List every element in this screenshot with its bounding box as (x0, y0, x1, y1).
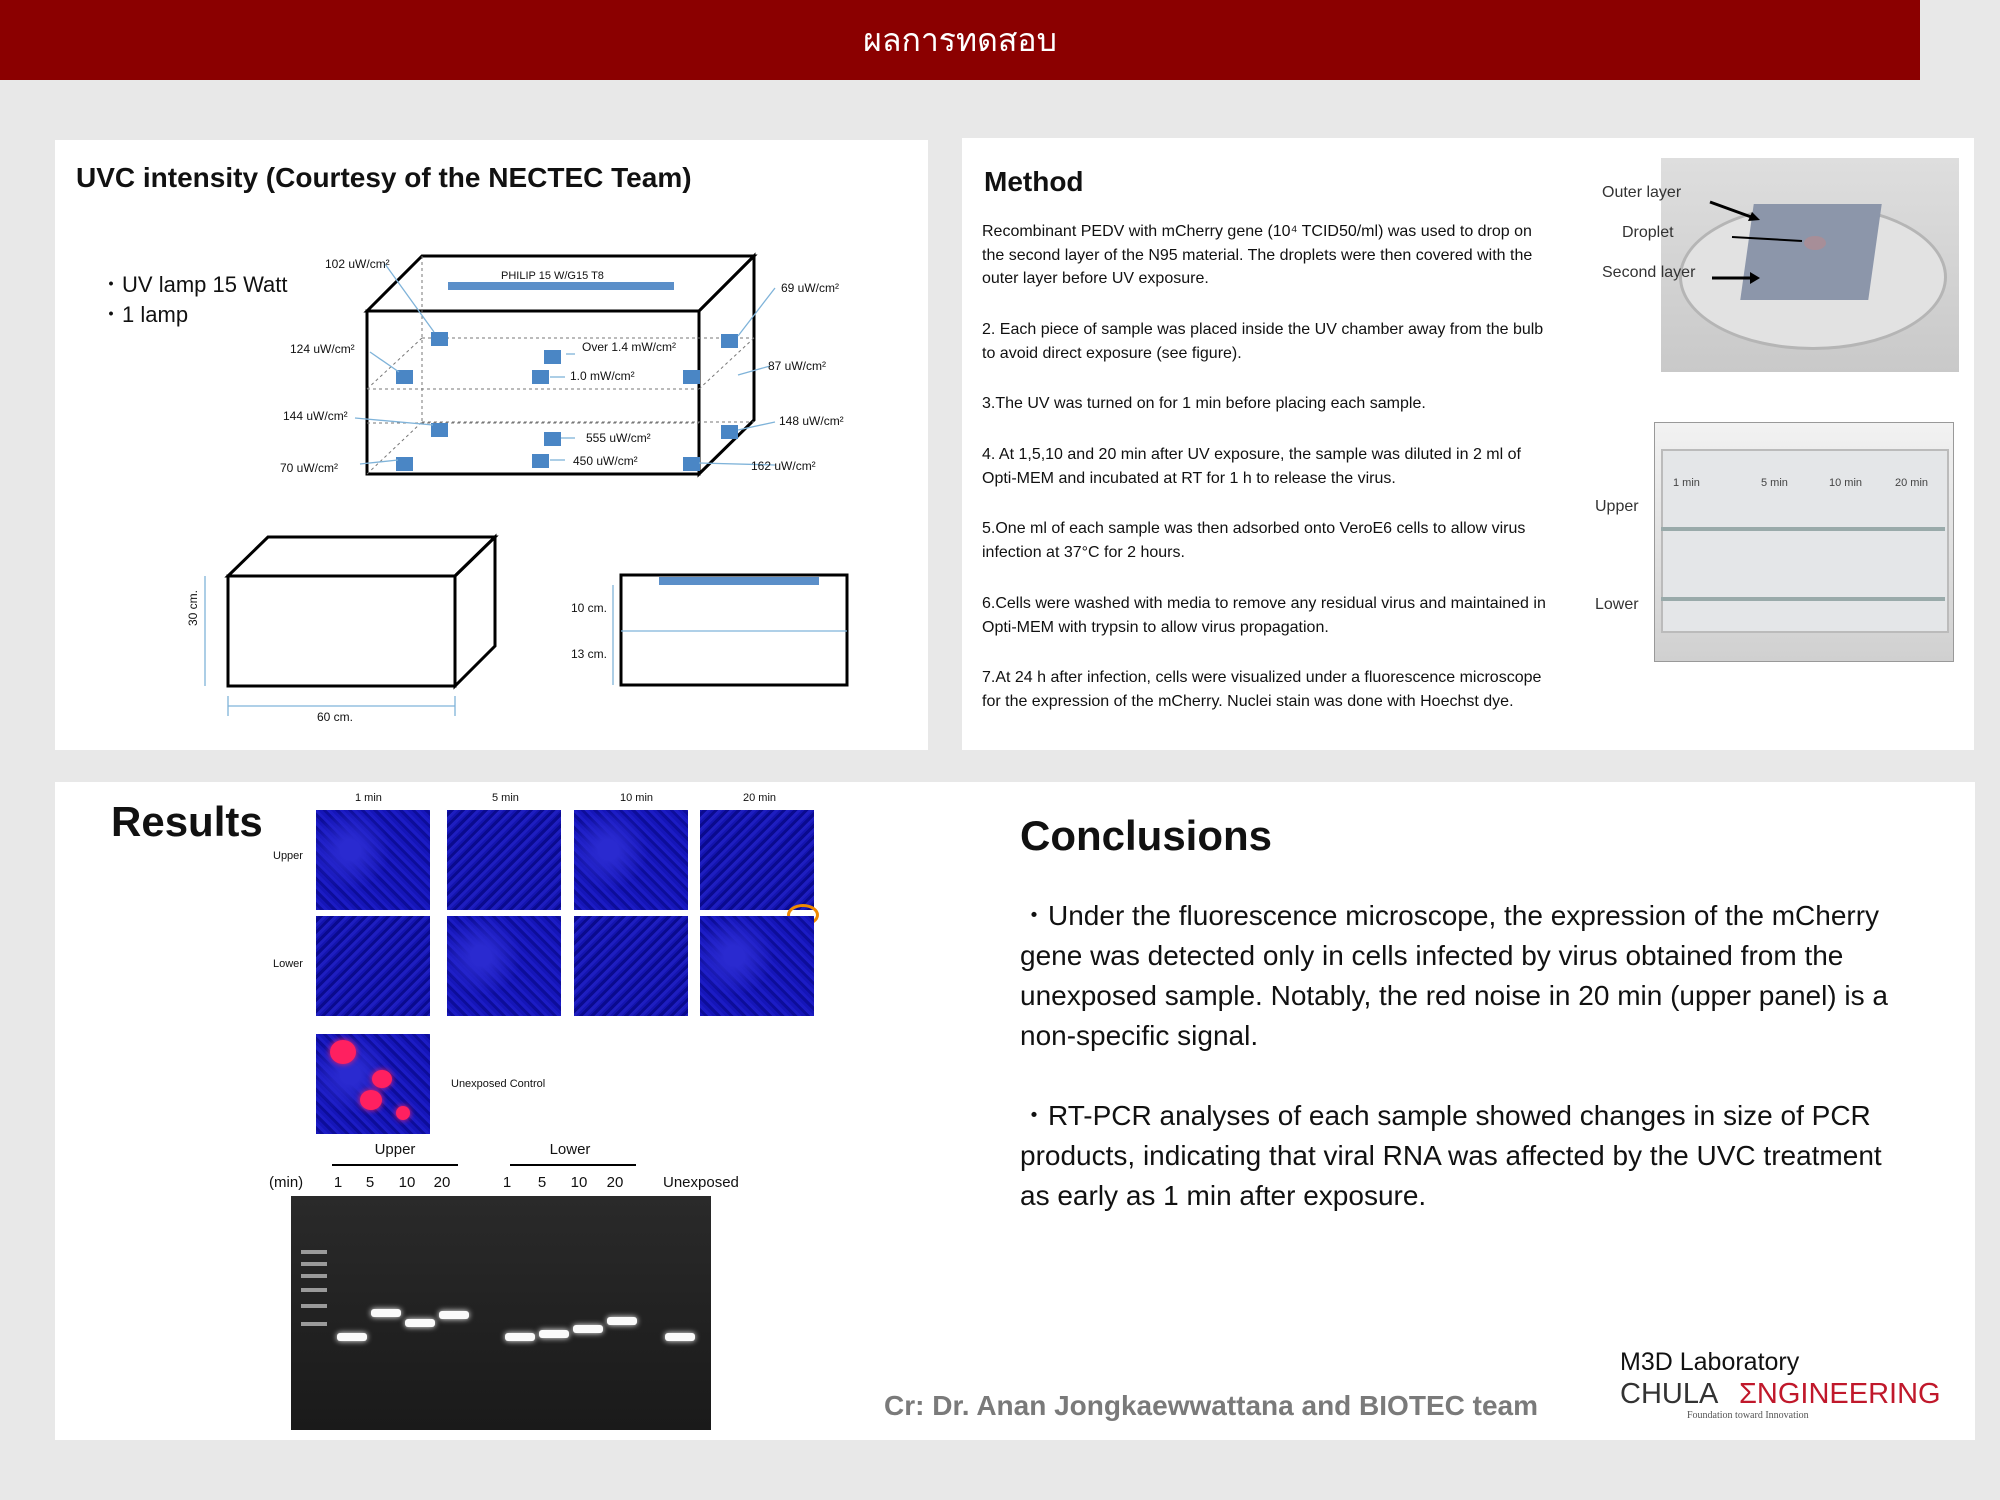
gel-upper-bracket (332, 1164, 458, 1166)
reading-label: Over 1.4 mW/cm² (582, 340, 677, 354)
micrograph-upper-5min (447, 810, 561, 910)
micrograph-upper-20min (700, 810, 814, 910)
chamber-time-label: 5 min (1761, 477, 1788, 489)
sample-markers (396, 332, 738, 471)
reading-label: 144 uW/cm² (283, 409, 348, 423)
gel-band (665, 1333, 695, 1341)
conclusion-point: ・Under the fluorescence microscope, the expression of the mCherry gene was detected only in cells infected by virus obtained from the unexposed sample. Notably, the red noise in 20 min (upper panel) is a non-specific signal. (1020, 900, 1888, 1051)
side-view-lamp (659, 577, 819, 585)
micrograph-lower-1min (316, 916, 430, 1016)
uvc-title: UVC intensity (Courtesy of the NECTEC Team) (76, 162, 692, 193)
gel-unexposed-label: Unexposed (663, 1174, 739, 1191)
reading-label: 148 uW/cm² (779, 414, 844, 428)
method-panel (962, 138, 1974, 750)
outline-box-top (228, 537, 495, 576)
gel-lower-label: Lower (549, 1141, 591, 1158)
gel-lane-label: 5 (365, 1174, 375, 1191)
dimension-lines (205, 576, 455, 716)
reading-label: 162 uW/cm² (751, 459, 816, 473)
outline-box-side (455, 537, 495, 686)
reading-label: 69 uW/cm² (781, 281, 840, 295)
reading-label: 1.0 mW/cm² (570, 369, 635, 383)
gel-band (337, 1333, 367, 1341)
uvc-bullet-text: UV lamp 15 Watt (122, 272, 288, 297)
gel-lane-label: 10 (398, 1174, 416, 1191)
pcr-gel-image (291, 1196, 711, 1430)
method-step: 3.The UV was turned on for 1 min before placing each sample. (982, 395, 1426, 412)
lower-label: Lower (1595, 596, 1639, 613)
micrograph-lower-20min (700, 916, 814, 1016)
gel-lane-label: 20 (606, 1174, 624, 1191)
upper-label: Upper (1595, 498, 1639, 515)
reading-leader-lines (355, 264, 775, 465)
uv-chamber-diagram (55, 140, 928, 750)
credit-line: Cr: Dr. Anan Jongkaewwattana and BIOTEC team (884, 1390, 1538, 1421)
time-label: 1 min (355, 792, 382, 804)
second-layer-label: Second layer (1602, 264, 1696, 281)
logo-tagline: Foundation toward Innovation (1687, 1410, 1809, 1421)
results-title: Results (111, 798, 263, 845)
method-step: 2. Each piece of sample was placed inside the UV chamber away from the bulb to avoid direct exposure (see figure). (982, 321, 1544, 362)
micrograph-upper-1min (316, 810, 430, 910)
method-step: Recombinant PEDV with mCherry gene (10⁴ TCID50/ml) was used to drop on the second layer of the N95 material. The droplets were then covered with the outer layer before UV exposure. (982, 223, 1533, 287)
method-step: 5.One ml of each sample was then adsorbed onto VeroE6 cells to allow virus infection at 37°C for 2 hours. (982, 520, 1526, 561)
lamp-label: PHILIP 15 W/G15 T8 (501, 270, 604, 282)
gel-band (539, 1330, 569, 1338)
gel-band (573, 1325, 603, 1333)
upper-shelf (1661, 527, 1945, 531)
chamber-time-label: 10 min (1829, 477, 1863, 489)
gel-lane-label: 20 (433, 1174, 451, 1191)
time-label: 10 min (620, 792, 654, 804)
method-step: 7.At 24 h after infection, cells were visualized under a fluorescence microscope for the expression of the mCherry. Nuclei stain was done with Hoechst dye. (982, 669, 1542, 710)
method-title: Method (984, 166, 1084, 197)
time-label: 5 min (492, 792, 519, 804)
gel-lane-label: 5 (537, 1174, 547, 1191)
uv-lamp-bar (448, 282, 674, 290)
slide-title: ผลการทดสอบ (863, 20, 1057, 59)
chamber-time-label: 20 min (1895, 477, 1929, 489)
gel-band (607, 1317, 637, 1325)
outer-layer-label: Outer layer (1602, 184, 1682, 201)
uvc-bullet: ・UV lamp 15 Watt (100, 272, 288, 297)
control-label: Unexposed Control (451, 1078, 546, 1090)
gel-upper-label: Upper (374, 1141, 416, 1158)
uvc-bullet-text: 1 lamp (122, 302, 189, 327)
gel-band (439, 1311, 469, 1319)
lab-name: M3D Laboratory (1620, 1348, 1800, 1376)
gel-lane-label: 1 (333, 1174, 343, 1191)
chamber-time-label: 1 min (1673, 477, 1700, 489)
micrograph-lower-10min (574, 916, 688, 1016)
height-label: 30 cm. (186, 589, 200, 626)
uvc-bullet: ・1 lamp (100, 302, 189, 327)
chamber-front-face (367, 311, 699, 474)
reading-label: 124 uW/cm² (290, 342, 355, 356)
uv-chamber-photo (1654, 422, 1954, 662)
side-view-box (621, 575, 847, 685)
chula-logo-text: CHULA (1620, 1378, 1719, 1410)
conclusion-point: ・RT-PCR analyses of each sample showed changes in size of PCR products, indicating that viral RNA was affected by the UVC treatment as early as 1 min after exposure. (1020, 1100, 1882, 1211)
reading-label: 87 uW/cm² (768, 359, 827, 373)
droplet-label: Droplet (1622, 224, 1674, 241)
reading-label: 70 uW/cm² (280, 461, 339, 475)
row-label-lower: Lower (273, 958, 303, 970)
photo-arrows (1702, 188, 1822, 288)
row-label-upper: Upper (273, 850, 303, 862)
micrograph-upper-10min (574, 810, 688, 910)
lower-shelf (1661, 597, 1945, 601)
gel-band (505, 1333, 535, 1341)
depth-label: 10 cm. (571, 601, 608, 615)
outline-box-front (228, 576, 455, 686)
gel-lane-label: 10 (570, 1174, 588, 1191)
engineering-logo-text: ΣNGINEERING (1739, 1378, 1941, 1410)
gel-min-label: (min) (269, 1174, 304, 1191)
gel-band (405, 1319, 435, 1327)
results-panel (55, 782, 1975, 1440)
time-label: 20 min (743, 792, 777, 804)
micrograph-lower-5min (447, 916, 561, 1016)
depth-label: 13 cm. (571, 647, 608, 661)
method-step: 4. At 1,5,10 and 20 min after UV exposure, the sample was diluted in 2 ml of Opti-MEM and incubated at RT for 1 h to release the virus. (982, 446, 1521, 487)
width-label: 60 cm. (317, 710, 354, 724)
gel-band (371, 1309, 401, 1317)
gel-lane-label: 1 (502, 1174, 512, 1191)
reading-label: 555 uW/cm² (586, 431, 651, 445)
reading-label: 450 uW/cm² (573, 454, 638, 468)
micrograph-unexposed-control (316, 1034, 430, 1134)
gel-lower-bracket (510, 1164, 636, 1166)
chamber-side-face (699, 256, 754, 474)
method-step: 6.Cells were washed with media to remove any residual virus and maintained in Opti-MEM with trypsin to allow virus propagation. (982, 595, 1546, 636)
conclusions-title: Conclusions (1020, 812, 1273, 859)
reading-label: 102 uW/cm² (325, 257, 390, 271)
slide-header (0, 0, 1920, 80)
uvc-panel (55, 140, 928, 750)
